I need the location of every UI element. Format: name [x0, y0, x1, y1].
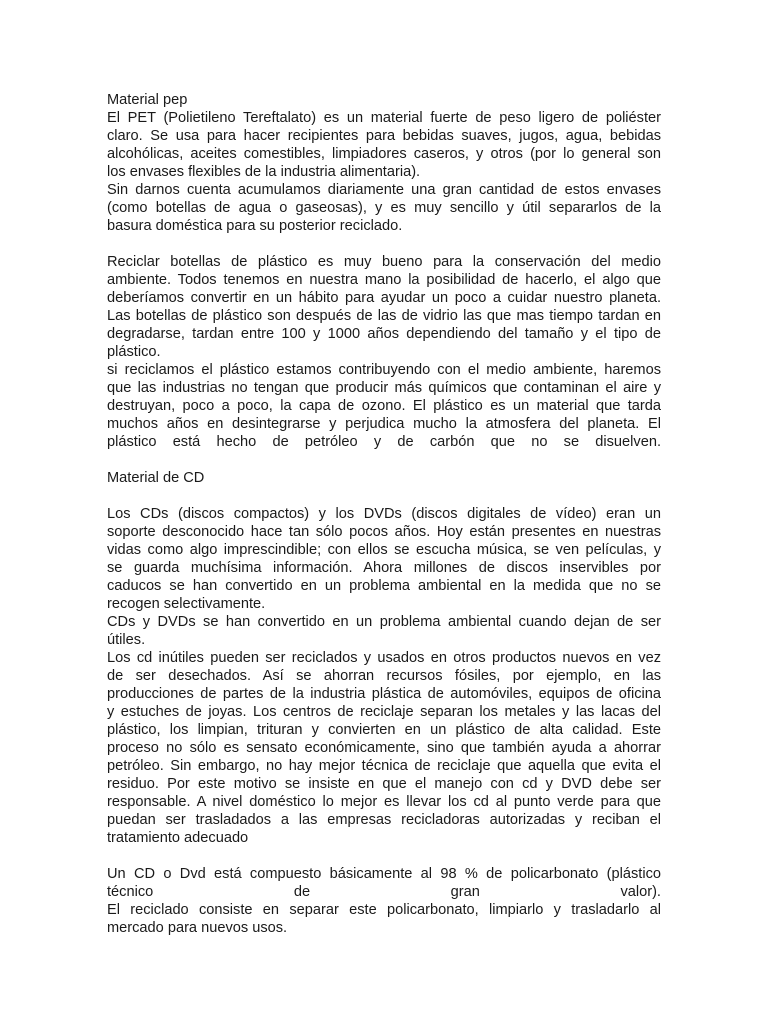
text-line: muchos años en desintegrarse y perjudica mucho la atmosfera del planeta. El [107, 416, 661, 432]
text-line: mercado para nuevos usos. [107, 920, 288, 936]
text-line: técnico de gran valor). [107, 884, 661, 900]
text-line: y estuches de joyas. Los centros de reciclaje separan los metales y las lacas del [107, 704, 661, 720]
text-line: Un CD o Dvd está compuesto básicamente al 98 % de policarbonato (plástico [107, 866, 661, 882]
text-line: petróleo. Sin embargo, no hay mejor técnica de reciclaje que aquella que evita el [107, 758, 661, 774]
text-line: El reciclado consiste en separar este policarbonato, limpiarlo y trasladarlo al [107, 902, 661, 918]
text-line: puedan ser trasladados a las empresas recicladoras autorizadas y reciban el [107, 812, 661, 828]
text-line: claro. Se usa para hacer recipientes para bebidas suaves, jugos, agua, bebidas [107, 128, 661, 144]
text-line: tratamiento adecuado [107, 830, 249, 846]
text-line: ambiente. Todos tenemos en nuestra mano la posibilidad de hacerlo, el algo que [107, 272, 661, 288]
text-line: se guarda muchísima información. Ahora millones de discos inservibles por [107, 560, 661, 576]
document-page [107, 91, 661, 937]
text-line: plástico, los limpian, trituran y convierten en un plástico de alta calidad. Este [107, 722, 661, 738]
text-line: responsable. A nivel doméstico lo mejor es llevar los cd al punto verde para que [107, 794, 661, 810]
text-line: vidas como algo imprescindible; con ellos se escucha música, se ven películas, y [107, 542, 661, 558]
text-line: deberíamos convertir en un hábito para ayudar un poco a cuidar nuestro planeta. [107, 290, 661, 306]
text-line: producciones de partes de la industria plástica de automóviles, equipos de oficina [107, 686, 661, 702]
blank-line [107, 847, 661, 865]
text-line: degradarse, tardan entre 100 y 1000 años dependiendo del tamaño y el tipo de [107, 326, 661, 342]
text-line: basura doméstica para su posterior reciclado. [107, 218, 403, 234]
blank-line [107, 487, 661, 505]
blank-line [107, 451, 661, 469]
section-heading: Material de CD [107, 470, 205, 486]
text-line: si reciclamos el plástico estamos contribuyendo con el medio ambiente, haremos [107, 362, 661, 378]
text-line: Los CDs (discos compactos) y los DVDs (discos digitales de vídeo) eran un [107, 506, 661, 522]
text-line: que las industrias no tengan que producir más químicos que contaminan el aire y [107, 380, 661, 396]
text-line: Las botellas de plástico son después de las de vidrio las que mas tiempo tardan en [107, 308, 661, 324]
text-line: destruyan, poco a poco, la capa de ozono. El plástico es un material que tarda [107, 398, 661, 414]
text-line: de ser desechados. Así se ahorran recursos fósiles, por ejemplo, en las [107, 668, 661, 684]
text-line: proceso no sólo es sensato económicamente, sino que también ayuda a ahorrar [107, 740, 661, 756]
text-line: recogen selectivamente. [107, 596, 266, 612]
text-line: soporte desconocido hace tan sólo pocos años. Hoy están presentes en nuestras [107, 524, 661, 540]
text-line: alcohólicas, aceites comestibles, limpiadores caseros, y otros (por lo general son [107, 146, 661, 162]
blank-line [107, 235, 661, 253]
text-line: CDs y DVDs se han convertido en un problema ambiental cuando dejan de ser [107, 614, 661, 630]
text-line: plástico. [107, 344, 161, 360]
text-line: Reciclar botellas de plástico es muy bueno para la conservación del medio [107, 254, 661, 270]
text-line: Los cd inútiles pueden ser reciclados y usados en otros productos nuevos en vez [107, 650, 661, 666]
section-heading: Material pep [107, 92, 188, 108]
text-line: El PET (Polietileno Tereftalato) es un material fuerte de peso ligero de poliéster [107, 110, 661, 126]
text-line: caducos se han convertido en un problema ambiental en la medida que no se [107, 578, 661, 594]
text-line: los envases flexibles de la industria alimentaria). [107, 164, 421, 180]
text-line: útiles. [107, 632, 146, 648]
text-line: plástico está hecho de petróleo y de carbón que no se disuelven. [107, 434, 661, 450]
text-line: (como botellas de agua o gaseosas), y es muy sencillo y útil separarlos de la [107, 200, 661, 216]
text-line: Sin darnos cuenta acumulamos diariamente una gran cantidad de estos envases [107, 182, 661, 198]
text-line: residuo. Por este motivo se insiste en que el manejo con cd y DVD debe ser [107, 776, 661, 792]
